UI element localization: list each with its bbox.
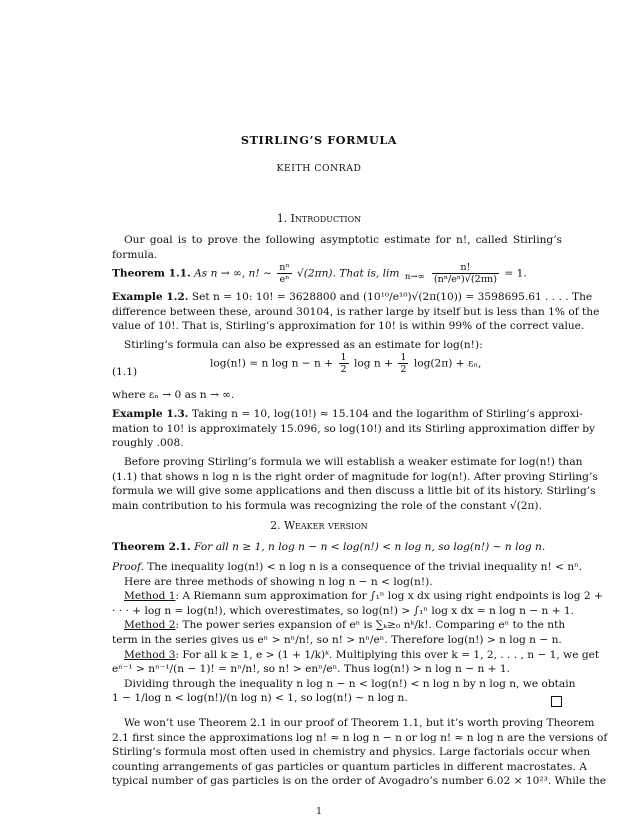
equation-1-1 [210, 352, 481, 375]
proof-line: : A Riemann sum approximation for ∫₁ⁿ log x dx using right endpoints is log 2 + [175, 590, 603, 603]
paper-author: KEITH CONRAD [276, 163, 362, 174]
method-label: Method 3 [124, 648, 176, 661]
equation-part: log(n!) = n log n − n + [210, 357, 334, 370]
example-label: Example 1.3. [112, 408, 189, 420]
proof-line: · · · + log n = log(n!), which overestimates, so log(n!) > ∫₁ⁿ log x dx = n log n − n + 1. [112, 604, 575, 617]
example-line-3: roughly .008. [112, 437, 184, 450]
section-heading-1 [0, 212, 638, 225]
example-label: Example 1.2. [112, 291, 189, 303]
proof-line: eⁿ⁻¹ > nⁿ⁻¹/(n − 1)! = nⁿ/n!, so n! > enⁿ/eⁿ. Thus log(n!) > n log n − n + 1. [112, 663, 511, 676]
theorem-statement: For all n ≥ 1, n log n − n < log(n!) < n log n, so log(n!) ∼ n log n. [194, 541, 546, 553]
theorem-statement-post: = 1. [504, 267, 527, 280]
theorem-2-1 [112, 540, 562, 555]
example-1-3 [112, 407, 595, 451]
fraction-2: $\frac{n!}{\text{(nⁿ/eⁿ)√(2πn)}}$ [433, 262, 497, 285]
proof-line: term in the series gives us eⁿ > nⁿ/n!, so n! > nⁿ/eⁿ. Therefore log(n!) > n log n − n. [112, 633, 562, 646]
equation-label: (1.1) [112, 366, 138, 378]
section-name: Introduction [290, 212, 362, 225]
proof-line: Here are three methods of showing n log n − n < log(n!). [124, 575, 433, 588]
proof-line: Dividing through the inequality n log n − n < log(n!) < n log n by n log n, we obtain [124, 677, 576, 690]
paragraph-line: typical number of gas particles is on the order of Avogadro’s number 6.02 × 10²³. While the [112, 775, 607, 788]
paragraph-line: 2.1 first since the approximations log n! ≈ n log n − n or log n! ≈ n log n are the versions of [112, 731, 608, 744]
proof-line: 1 − 1/log n < log(n!)/(n log n) < 1, so log(n!) ∼ n log n. [112, 692, 408, 705]
proof-line: The inequality log(n!) < n log n is a consequence of the trivial inequality n! < nⁿ. [147, 561, 583, 573]
log-intro-paragraph: Stirling’s formula can also be expressed as an estimate for log(n!): [124, 339, 483, 351]
fraction: $\frac{\text{nⁿ}}{\text{eⁿ}}$ [279, 262, 290, 285]
half-fraction: $\frac{1}{2}$ [400, 352, 407, 375]
method-label: Method 1 [124, 590, 176, 603]
paragraph-line: main contribution to his formula was recognizing the role of the constant √(2π). [112, 499, 542, 512]
paper-title: STIRLING’S FORMULA [240, 133, 398, 147]
section-heading-2 [0, 519, 638, 532]
example-line-3: value of 10!. That is, Stirling’s approximation for 10! is within 99% of the correct value. [112, 320, 585, 333]
section-name: Weaker version [283, 519, 368, 532]
proof-line: : The power series expansion of eⁿ is ∑ₖ≥₀ nᵏ/k!. Comparing eⁿ to the nth [175, 619, 566, 632]
section-number: 1. [276, 212, 288, 225]
paragraph-line: formula we will give some applications and then discuss a little bit of its history. Stirling’s [112, 485, 596, 498]
proof-line: : For all k ≥ 1, e > (1 + 1/k)ᵏ. Multiplying this over k = 1, 2, . . . , n − 1, we get [175, 648, 600, 661]
qed-square-icon [551, 696, 562, 707]
final-paragraph [112, 716, 608, 789]
method-label: Method 2 [124, 619, 176, 632]
example-1-2 [112, 290, 600, 334]
equation-part: log(2π) + εₙ, [413, 357, 482, 370]
paragraph-line: counting arrangements of gas particles or quantum particles in different macrostates. A [112, 760, 587, 773]
limit-subscript: n→∞ [404, 272, 425, 282]
where-clause: where εₙ → 0 as n → ∞. [112, 389, 235, 401]
example-line-1: Set n = 10: 10! = 3628800 and (10¹⁰/e¹⁰)√(2π(10)) = 3598695.61 . . . . The [191, 291, 593, 303]
theorem-label: Theorem 2.1. [112, 541, 191, 553]
example-line-2: mation to 10! is approximately 15.096, so log(10!) and its Stirling approximation differ by [112, 422, 595, 435]
intro-paragraph: Our goal is to prove the following asymptotic estimate for n!, called Stirling’s formula. [112, 234, 562, 261]
proof-label: Proof. [112, 561, 144, 573]
theorem-statement-mid: √(2πn). That is, lim [296, 267, 400, 280]
paragraph-line: Before proving Stirling’s formula we will establish a weaker estimate for log(n!) than [124, 456, 583, 468]
theorem-label: Theorem 1.1. [112, 267, 191, 280]
paragraph-before-proof [112, 455, 598, 513]
paragraph-line: We won’t use Theorem 2.1 in our proof of Theorem 1.1, but it’s worth proving Theorem [124, 717, 595, 729]
section-number: 2. [270, 519, 281, 532]
theorem-1-1 [112, 252, 562, 285]
theorem-statement-pre: As n → ∞, n! ∼ [194, 267, 272, 280]
proof-block [112, 560, 603, 706]
page-number: 1 [315, 806, 323, 817]
example-line-1: Taking n = 10, log(10!) ≈ 15.104 and the logarithm of Stirling’s approxi- [191, 408, 583, 420]
equation-part: log n + [353, 357, 393, 370]
paragraph-line: (1.1) that shows n log n is the right order of magnitude for log(n!). After proving Stirling’s [112, 470, 598, 483]
paragraph-line: Stirling’s formula most often used in chemistry and physics. Large factorials occur when [112, 746, 591, 759]
half-fraction: $\frac{1}{2}$ [340, 352, 347, 375]
example-line-2: difference between these, around 30104, is rather large by itself but is less than 1% of the [112, 305, 600, 318]
